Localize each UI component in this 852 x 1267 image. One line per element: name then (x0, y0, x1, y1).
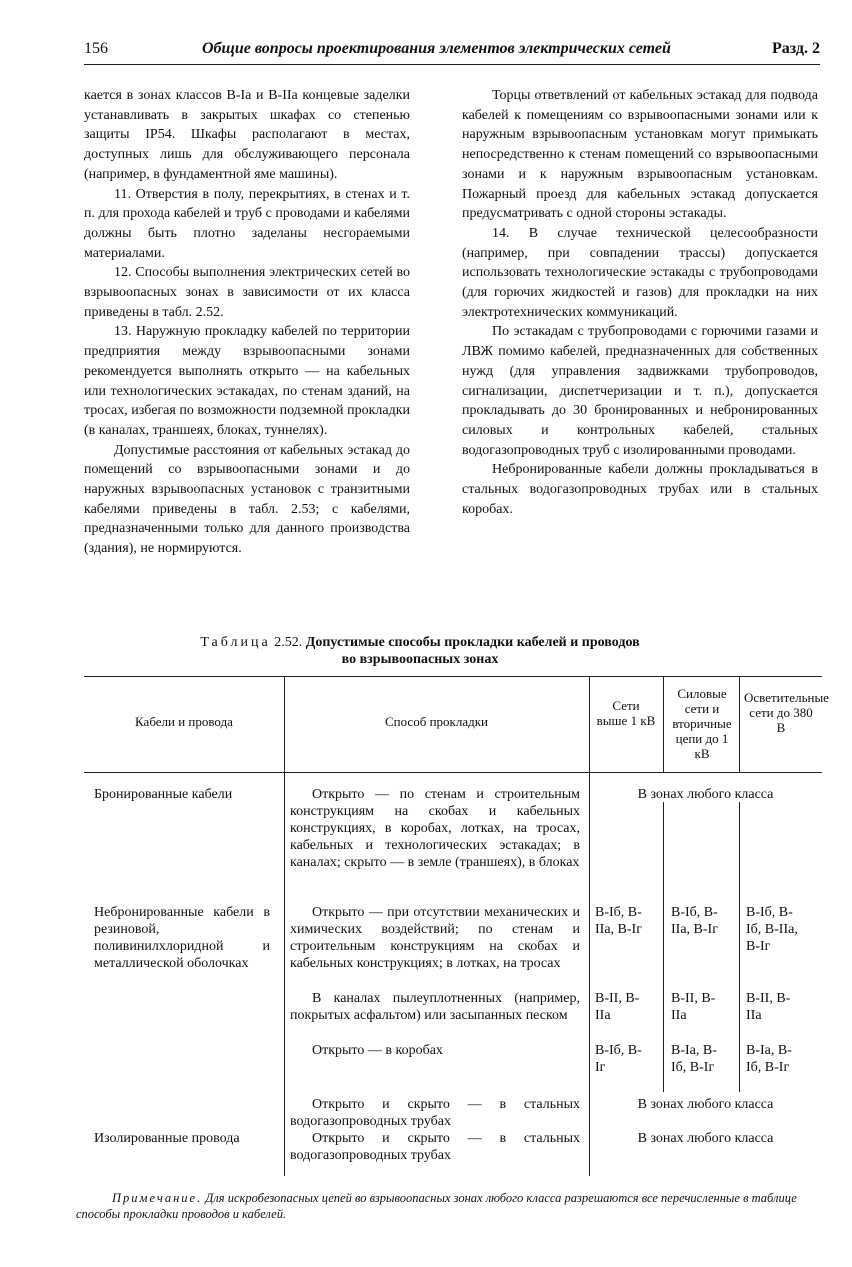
row-unarmored-a-over-1kv: В-Iб, В-IIа, В-Iг (595, 905, 642, 937)
row-insulated-zones: В зонах любого класса (637, 1131, 774, 1146)
row-unarmored-c-over-1kv: В-Iб, В-Iг (595, 1043, 642, 1075)
table-col-divider (663, 676, 664, 772)
row-unarmored-b-over-1kv: В-II, В-IIа (595, 991, 640, 1023)
right-column (462, 86, 818, 519)
running-header (84, 40, 820, 65)
row-armored-cable: Бронированные кабели (94, 787, 233, 802)
row-unarmored-c-power: В-Iа, В-Iб, В-Iг (671, 1043, 717, 1075)
table-col-divider (284, 676, 285, 1176)
note-text: Для искробезопасных цепей во взрывоопасных зонах любого класса разрешаются все перечисленные в таблице способы прокладки проводов и кабелей. (76, 1191, 797, 1221)
header-power-1kv: Силовые сети и вторичные цепи до 1 кВ (672, 686, 732, 761)
row-insulated-method: Открыто и скрыто — в стальных водогазопроводных трубах (290, 1131, 580, 1163)
paragraph: 13. Наружную прокладку кабелей по территории предприятия между взрывоопасными зонами рекомендуется выполнять открыто — на кабельных или технологических эстакадах, по стенам зданий, на тросах, избегая по возможности подземной прокладки (в каналах, траншеях, блоках, туннелях). (84, 324, 410, 438)
paragraph: Небронированные кабели должны прокладываться в стальных водогазопроводных трубах или в стальных коробах. (462, 462, 818, 517)
row-unarmored-method-a: Открыто — при отсутствии механических и химических воздействий; по стенам и строительным конструкциям на скобах и кабельных конструкциях; в лотках, на тросах (290, 905, 580, 971)
row-insulated-wires: Изолированные провода (94, 1131, 240, 1146)
table-caption-title-2: во взрывоопасных зонах (341, 652, 499, 667)
row-unarmored-d-zones: В зонах любого класса (637, 1097, 774, 1112)
table-caption-title: Допустимые способы прокладки кабелей и проводов (305, 635, 640, 650)
header-lighting-380v: Осветительные сети до 380 В (744, 690, 829, 735)
table-caption (100, 634, 740, 668)
table-col-divider (739, 802, 740, 1092)
row-unarmored-method-d: Открыто и скрыто — в стальных водогазопроводных трубах (290, 1097, 580, 1129)
header-method: Способ прокладки (384, 714, 488, 729)
row-unarmored-b-lighting: В-II, В-IIа (746, 991, 791, 1023)
section-label: Разд. 2 (771, 40, 820, 57)
left-column (84, 86, 410, 559)
table-note (76, 1190, 810, 1222)
header-cables: Кабели и провода (135, 714, 233, 729)
paragraph: Допустимые расстояния от кабельных эстакад до помещений со взрывоопасными зонами и до наружных взрывоопасных установок с транзитными кабелями приведены в табл. 2.53; с кабелями, предназначенными только для данного производства (здания), не нормируются. (84, 442, 410, 557)
table-col-divider (739, 676, 740, 772)
row-unarmored-a-power: В-Iб, В-IIа, В-Iг (671, 905, 718, 937)
table-header-rule (84, 772, 822, 773)
table-top-rule (84, 676, 822, 677)
paragraph: 14. В случае технической целесообразности (например, при совпадении трассы) допускается использовать технологические эстакады с трубопроводами (для горючих жидкостей и газов) для прокладки на них электротехнических коммуникаций. (462, 225, 818, 320)
row-unarmored-c-lighting: В-Iа, В-Iб, В-Iг (746, 1043, 792, 1075)
row-unarmored-cable: Небронированные кабели в резиновой, поливинилхлоридной и металлической оболочках (94, 905, 270, 971)
row-unarmored-b-power: В-II, В-IIа (671, 991, 716, 1023)
row-unarmored-a-lighting: В-Iб, В-Iб, В-IIа, В-Iг (746, 905, 798, 954)
table-caption-label: Таблица (200, 635, 271, 650)
paragraph: 11. Отверстия в полу, перекрытиях, в стенах и т. п. для прохода кабелей и труб с проводами и кабелями должны быть плотно заделаны несгораемыми материалами. (84, 186, 410, 261)
running-title: Общие вопросы проектирования элементов электрических сетей (202, 40, 671, 57)
cable-laying-table (84, 676, 829, 1176)
row-armored-zones: В зонах любого класса (637, 787, 774, 802)
table-caption-number: 2.52. (274, 635, 303, 650)
row-unarmored-method-c: Открыто — в коробах (312, 1043, 443, 1058)
paragraph: 12. Способы выполнения электрических сетей во взрывоопасных зонах в зависимости от их класса приведены в табл. 2.52. (84, 265, 410, 320)
paragraph: По эстакадам с трубопроводами с горючими газами и ЛВЖ помимо кабелей, предназначенных для собственных нужд (для управления задвижками трубопроводов, сигнализации, диспетчеризации и т. п.), допускается прокладывать до 30 бронированных и небронированных силовых и контрольных кабелей, стальных водогазопроводных труб с изолированными проводами. (462, 324, 818, 458)
paragraph: кается в зонах классов В-Iа и В-IIа концевые заделки устанавливать в закрытых шкафах со степенью защиты IP54. Шкафы располагают в местах, доступных лишь для обслуживающего персонала (например, в фундаментной яме машины). (84, 88, 410, 182)
row-unarmored-method-b: В каналах пылеуплотненных (например, покрытых асфальтом) или засыпанных песком (290, 991, 580, 1023)
note-label: Примечание. (112, 1191, 203, 1205)
table-col-divider (663, 802, 664, 1092)
page-number: 156 (84, 40, 108, 57)
header-over-1kv: Сети выше 1 кВ (596, 698, 656, 728)
row-armored-method: Открыто — по стенам и строительным конструкциям на скобах и кабельных конструкциях, в коробах, лотках, на тросах, кабельных и технологических эстакадах; в каналах; скрыто — в земле (траншеях), в блоках (290, 787, 580, 870)
paragraph: Торцы ответвлений от кабельных эстакад для подвода кабелей к помещениям со взрывоопасными зонами или к наружным взрывоопасным установкам могут примыкать непосредственно к стенам помещений со взрывоопасными зонами и к наружным взрывоопасным установкам. Пожарный проезд для кабельных эстакад допускается предусматривать с одной стороны эстакады. (462, 88, 818, 222)
